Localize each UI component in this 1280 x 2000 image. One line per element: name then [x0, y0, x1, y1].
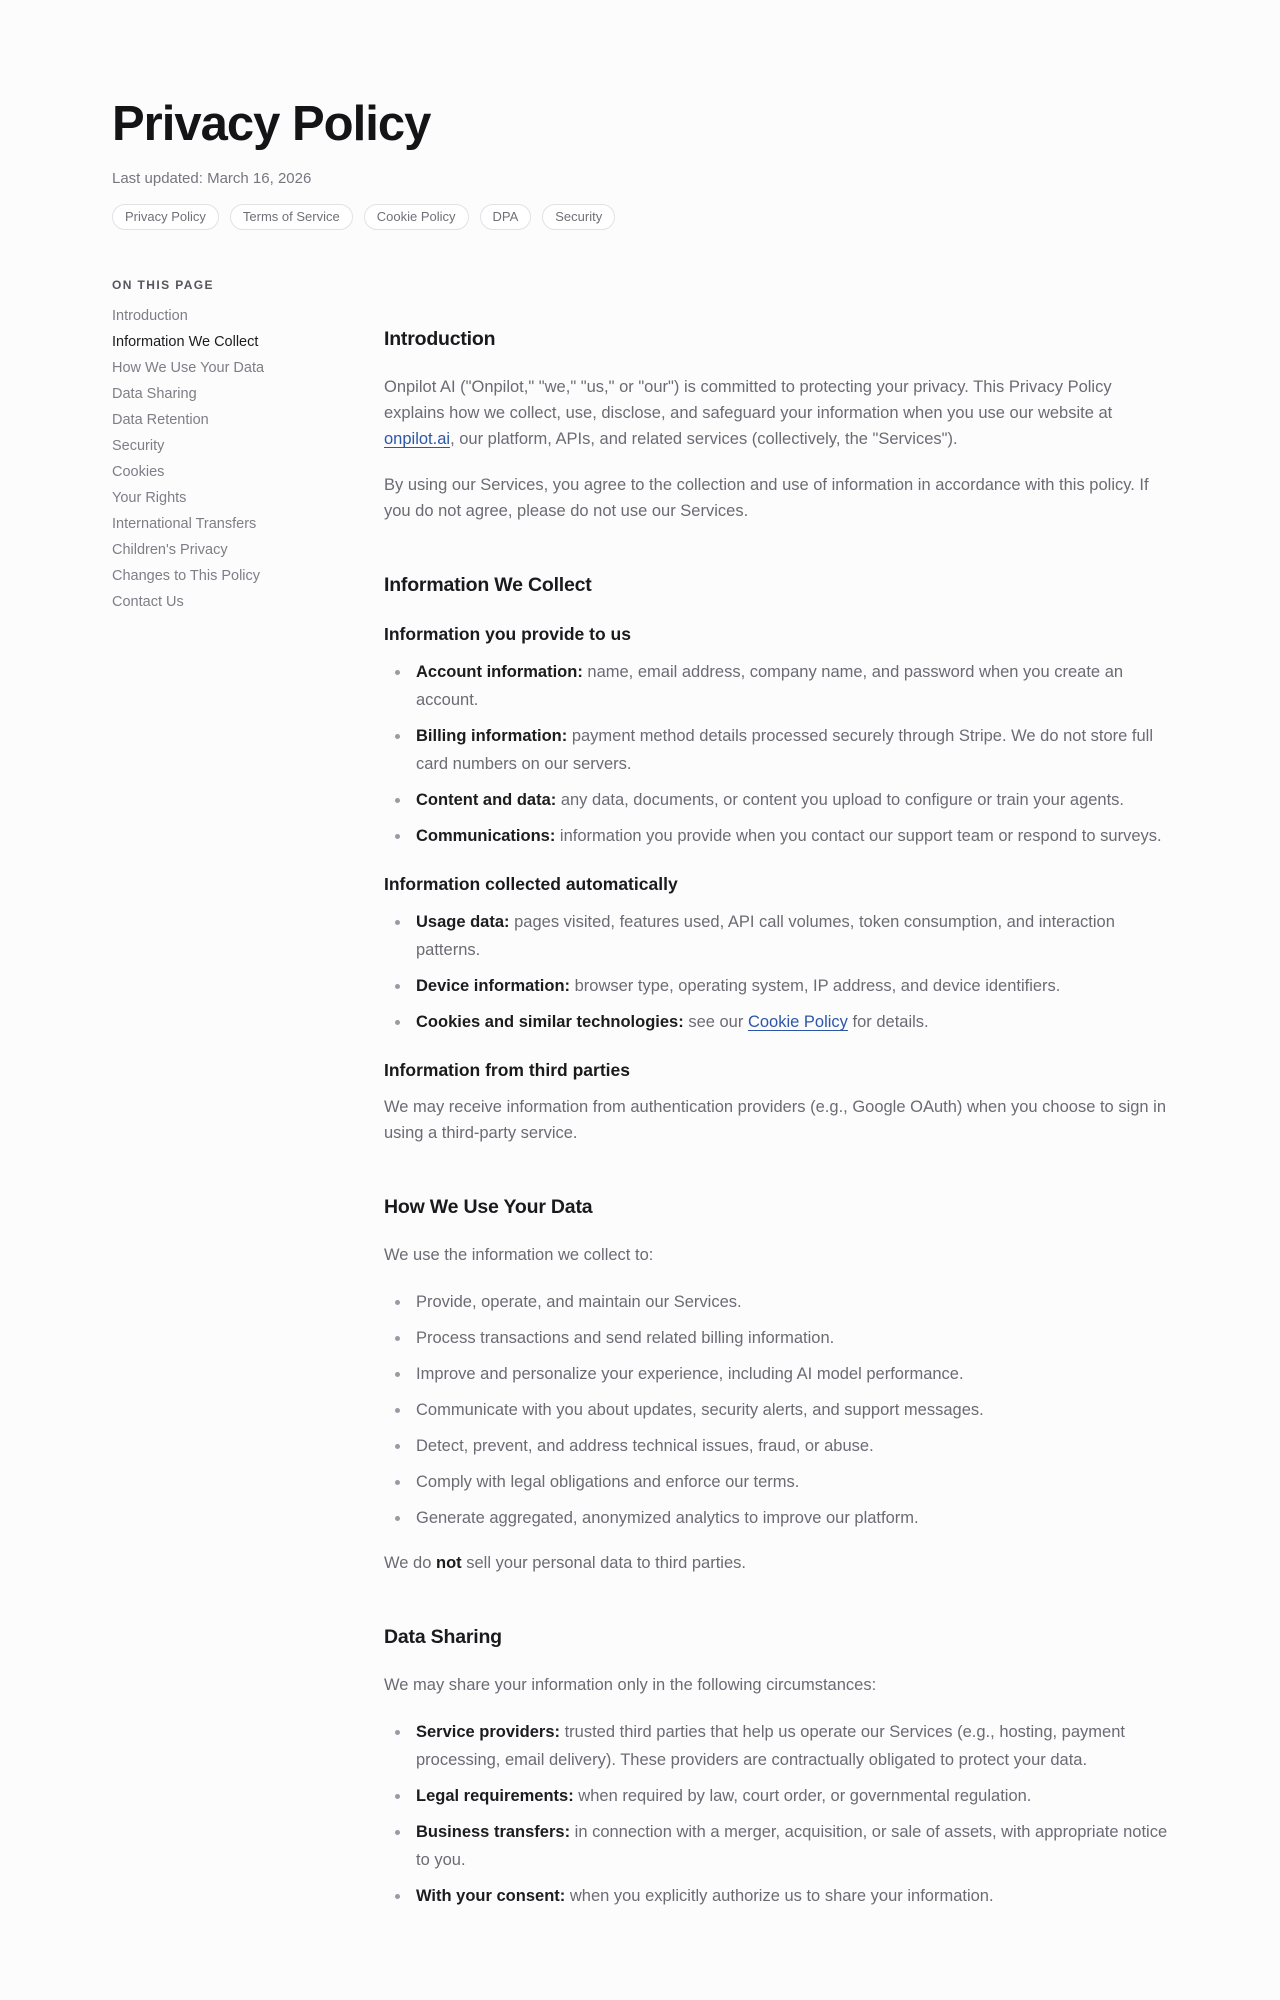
list-item [384, 1882, 1170, 1910]
list-item [384, 1818, 1170, 1874]
toc-link-data-retention[interactable]: Data Retention [112, 412, 209, 428]
text: when required by law, court order, or governmental regulation. [573, 1787, 1032, 1805]
bullet-list [384, 1288, 1170, 1532]
page-title: Privacy Policy [112, 97, 431, 151]
toc-link-your-rights[interactable]: Your Rights [112, 490, 187, 506]
toc-link-changes-to-policy[interactable]: Changes to This Policy [112, 568, 261, 584]
policy-content [384, 324, 1170, 1956]
text: browser type, operating system, IP address, and device identifiers. [570, 977, 1061, 995]
toc-item [112, 592, 352, 618]
onpilot-link[interactable]: onpilot.ai [384, 430, 451, 448]
section-introduction [384, 324, 1170, 524]
toc-link-security[interactable]: Security [112, 438, 165, 454]
list-item [384, 658, 1170, 714]
section-information-we-collect [384, 570, 1170, 1146]
toc-link-introduction[interactable]: Introduction [112, 308, 188, 324]
paragraph: We may receive information from authentication providers (e.g., Google OAuth) when you choose to sign in using a third-party service. [384, 1098, 1167, 1142]
term: Device information: [416, 977, 571, 995]
text: We do [384, 1554, 436, 1572]
list-item [384, 1008, 1170, 1036]
paragraph: We may share your information only in the following circumstances: [384, 1676, 877, 1694]
text: for details. [847, 1013, 929, 1031]
list-item [384, 972, 1170, 1000]
text: , our platform, APIs, and related services (collectively, the "Services"). [450, 430, 958, 448]
toc-link-childrens-privacy[interactable]: Children's Privacy [112, 542, 228, 558]
term: Communications: [416, 827, 556, 845]
toc-item-active [112, 332, 352, 358]
text: in connection with a merger, acquisition, or sale of assets, with appropriate notice to you. [416, 1823, 1168, 1869]
toc-item [112, 384, 352, 410]
text: when you explicitly authorize us to share your information. [565, 1887, 994, 1905]
list-item: Communicate with you about updates, security alerts, and support messages. [384, 1396, 1170, 1424]
list-item [384, 1718, 1170, 1774]
text: sell your personal data to third parties. [461, 1554, 746, 1572]
list-item: Provide, operate, and maintain our Services. [384, 1288, 1170, 1316]
text: payment method details processed securely through Stripe. We do not store full card numbers on our servers. [416, 727, 1153, 773]
list-item: Generate aggregated, anonymized analytics to improve our platform. [384, 1504, 1170, 1532]
list-item [384, 908, 1170, 964]
term: Usage data: [416, 913, 510, 931]
text: see our [683, 1013, 748, 1031]
nav-pill-cookie-policy[interactable]: Cookie Policy [364, 204, 469, 230]
last-updated: Last updated: March 16, 2026 [112, 170, 312, 187]
legal-docs-nav [112, 204, 615, 230]
toc-item [112, 488, 352, 514]
text: pages visited, features used, API call volumes, token consumption, and interaction patterns. [416, 913, 1115, 959]
toc-link-how-we-use-your-data[interactable]: How We Use Your Data [112, 360, 265, 376]
toc-link-data-sharing[interactable]: Data Sharing [112, 386, 197, 402]
nav-pill-security[interactable]: Security [542, 204, 615, 230]
text: information you provide when you contact our support team or respond to surveys. [555, 827, 1162, 845]
toc-link-cookies[interactable]: Cookies [112, 464, 165, 480]
bullet-list [384, 658, 1170, 850]
toc-item [112, 436, 352, 462]
term: Billing information: [416, 727, 568, 745]
list-item [384, 722, 1170, 778]
section-heading: Data Sharing [384, 1626, 502, 1648]
toc-item [112, 540, 352, 566]
toc-list [112, 306, 352, 618]
toc-heading: ON THIS PAGE [112, 278, 214, 292]
term: Business transfers: [416, 1823, 571, 1841]
section-data-sharing [384, 1622, 1170, 1910]
term: Content and data: [416, 791, 557, 809]
term: With your consent: [416, 1887, 566, 1905]
emphasis: not [435, 1554, 462, 1572]
paragraph [384, 374, 1170, 452]
list-item: Comply with legal obligations and enforce our terms. [384, 1468, 1170, 1496]
text: trusted third parties that help us operate our Services (e.g., hosting, payment processing, email delivery). These providers are contractually obligated to protect your data. [416, 1723, 1125, 1769]
term: Cookies and similar technologies: [416, 1013, 684, 1031]
section-heading: Information We Collect [384, 574, 592, 596]
term: Service providers: [416, 1723, 560, 1741]
list-item: Detect, prevent, and address technical issues, fraud, or abuse. [384, 1432, 1170, 1460]
subsection-heading: Information collected automatically [384, 874, 678, 894]
text: any data, documents, or content you upload to configure or train your agents. [556, 791, 1125, 809]
list-item: Improve and personalize your experience, including AI model performance. [384, 1360, 1170, 1388]
cookie-policy-link[interactable]: Cookie Policy [747, 1013, 848, 1031]
text: name, email address, company name, and password when you create an account. [416, 663, 1124, 709]
subsection-third-parties [384, 1056, 1170, 1146]
toc-item [112, 410, 352, 436]
term: Legal requirements: [416, 1787, 574, 1805]
section-how-we-use-your-data [384, 1192, 1170, 1576]
paragraph [384, 1550, 1170, 1576]
subsection-heading: Information from third parties [384, 1060, 630, 1080]
list-item [384, 1782, 1170, 1810]
section-heading: Introduction [384, 328, 496, 350]
paragraph: We use the information we collect to: [384, 1246, 654, 1264]
nav-pill-terms-of-service[interactable]: Terms of Service [230, 204, 353, 230]
subsection-heading: Information you provide to us [384, 624, 631, 644]
subsection-provided [384, 620, 1170, 850]
toc-item [112, 306, 352, 332]
bullet-list [384, 908, 1170, 1036]
toc-item [112, 462, 352, 488]
toc-link-information-we-collect[interactable]: Information We Collect [112, 334, 259, 350]
list-item: Process transactions and send related billing information. [384, 1324, 1170, 1352]
toc-item [112, 514, 352, 540]
nav-pill-dpa[interactable]: DPA [480, 204, 532, 230]
section-heading: How We Use Your Data [384, 1196, 593, 1218]
toc-link-contact-us[interactable]: Contact Us [112, 594, 184, 610]
toc-link-international-transfers[interactable]: International Transfers [112, 516, 257, 532]
paragraph: By using our Services, you agree to the collection and use of information in accordance with this policy. If you do not agree, please do not use our Services. [384, 476, 1149, 520]
subsection-automatic [384, 870, 1170, 1036]
list-item [384, 786, 1170, 814]
bullet-list [384, 1718, 1170, 1910]
nav-pill-privacy-policy[interactable]: Privacy Policy [112, 204, 219, 230]
text: Onpilot AI ("Onpilot," "we," "us," or "our") is committed to protecting your privacy. This Privacy Policy explains how we collect, use, disclose, and safeguard your information when you use our website at [384, 378, 1113, 422]
toc-item [112, 566, 352, 592]
term: Account information: [416, 663, 583, 681]
toc-item [112, 358, 352, 384]
table-of-contents [112, 278, 352, 618]
list-item [384, 822, 1170, 850]
